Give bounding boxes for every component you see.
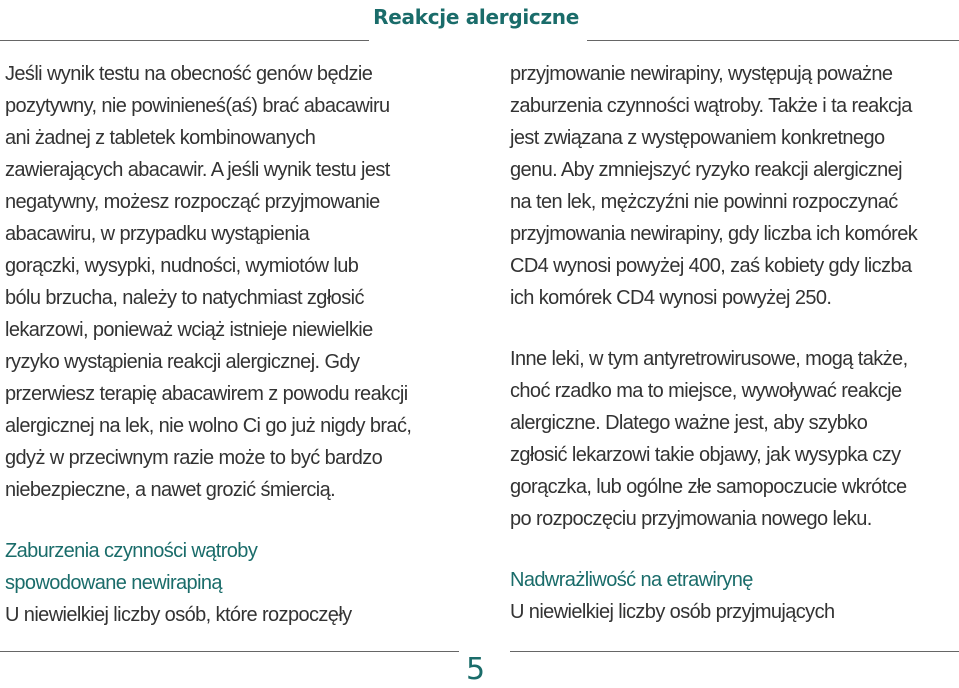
text-line: ani żadnej z tabletek kombinowanych bbox=[5, 127, 316, 149]
text-line: alergicznej na lek, nie wolno Ci go już nigdy brać, bbox=[5, 415, 412, 437]
page-header bbox=[0, 0, 959, 42]
text-line: na ten lek, mężczyźni nie powinni rozpoczynać bbox=[510, 191, 898, 213]
left-column bbox=[5, 58, 460, 631]
paragraph-gap bbox=[5, 506, 460, 535]
left-paragraph-2 bbox=[5, 599, 460, 631]
text-line: zgłosić lekarzowi takie objawy, jak wysypka czy bbox=[510, 444, 901, 466]
text-line: przyjmowania newirapiny, gdy liczba ich komórek bbox=[510, 223, 918, 245]
text-line: pozytywny, nie powinieneś(aś) brać abacawiru bbox=[5, 95, 390, 117]
left-subheading bbox=[5, 535, 460, 599]
section-title: Reakcje alergiczne bbox=[373, 5, 579, 29]
subheading-line: spowodowane newirapiną bbox=[5, 572, 222, 594]
footer-rule-right bbox=[510, 651, 959, 652]
text-line: U niewielkiej liczby osób, które rozpoczęły bbox=[5, 604, 352, 626]
text-line: gorączka, lub ogólne złe samopoczucie wkrótce bbox=[510, 476, 907, 498]
right-column bbox=[510, 58, 959, 628]
text-line: genu. Aby zmniejszyć ryzyko reakcji alergicznej bbox=[510, 159, 902, 181]
text-line: zaburzenia czynności wątroby. Także i ta reakcja bbox=[510, 95, 912, 117]
page-number: 5 bbox=[466, 652, 486, 687]
text-line: przyjmowanie newirapiny, występują poważne bbox=[510, 63, 893, 85]
text-line: CD4 wynosi powyżej 400, zaś kobiety gdy liczba bbox=[510, 255, 912, 277]
text-line: po rozpoczęciu przyjmowania nowego leku. bbox=[510, 508, 872, 530]
text-line: Jeśli wynik testu na obecność genów będzie bbox=[5, 63, 373, 85]
text-line: gorączki, wysypki, nudności, wymiotów lub bbox=[5, 255, 359, 277]
text-line: gdyż w przeciwnym razie może to być bardzo bbox=[5, 447, 383, 469]
header-rule-right bbox=[587, 40, 959, 41]
text-line: alergiczne. Dlatego ważne jest, aby szybko bbox=[510, 412, 868, 434]
right-paragraph-2 bbox=[510, 343, 959, 535]
right-paragraph-3 bbox=[510, 596, 959, 628]
text-line: negatywny, możesz rozpocząć przyjmowanie bbox=[5, 191, 380, 213]
text-line: abacawiru, w przypadku wystąpienia bbox=[5, 223, 310, 245]
text-line: niebezpieczne, a nawet grozić śmiercią. bbox=[5, 479, 336, 501]
subheading-line: Zaburzenia czynności wątroby bbox=[5, 540, 258, 562]
right-subheading bbox=[510, 564, 959, 596]
text-line: choć rzadko ma to miejsce, wywoływać reakcje bbox=[510, 380, 902, 402]
text-line: zawierających abacawir. A jeśli wynik testu jest bbox=[5, 159, 390, 181]
text-line: jest związana z występowaniem konkretnego bbox=[510, 127, 885, 149]
text-line: U niewielkiej liczby osób przyjmujących bbox=[510, 601, 835, 623]
text-line: ich komórek CD4 wynosi powyżej 250. bbox=[510, 287, 832, 309]
header-rule-left bbox=[0, 40, 369, 41]
text-line: przerwiesz terapię abacawirem z powodu reakcji bbox=[5, 383, 408, 405]
subheading-line: Nadwrażliwość na etrawirynę bbox=[510, 569, 753, 591]
text-line: lekarzowi, ponieważ wciąż istnieje niewielkie bbox=[5, 319, 373, 341]
text-line: Inne leki, w tym antyretrowirusowe, mogą także, bbox=[510, 348, 908, 370]
text-line: ryzyko wystąpienia reakcji alergicznej. Gdy bbox=[5, 351, 360, 373]
footer-rule-left bbox=[0, 651, 459, 652]
left-paragraph-1 bbox=[5, 58, 460, 506]
paragraph-gap bbox=[510, 314, 959, 343]
right-paragraph-1 bbox=[510, 58, 959, 314]
text-line: bólu brzucha, należy to natychmiast zgłosić bbox=[5, 287, 364, 309]
paragraph-gap bbox=[510, 535, 959, 564]
